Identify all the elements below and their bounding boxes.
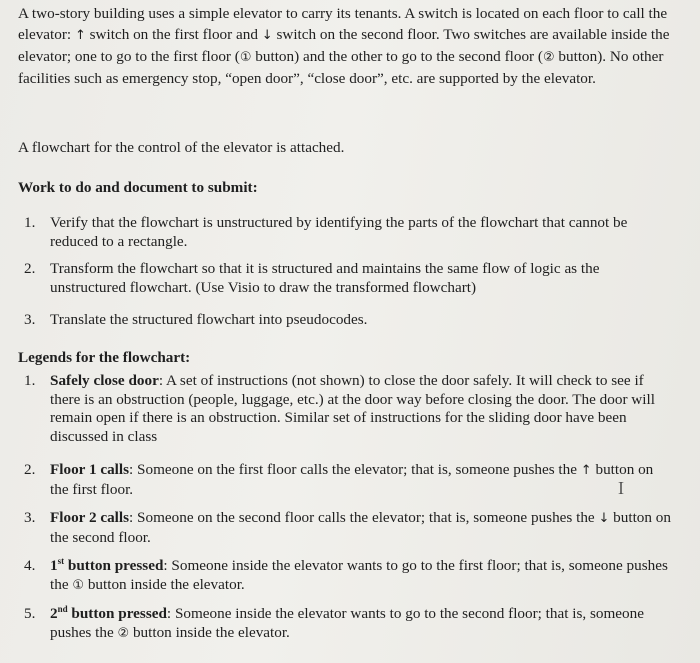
floor-two-button-icon: ② — [117, 625, 130, 641]
intro-text-5: button). No other facilities such as emergency stop, “open door”, “close door”, etc. are supported by the elevator. — [18, 48, 664, 87]
intro-text-1: A two-story building uses a simple elevator to carry its tenants. A switch is located on each floor to call the elevator: — [18, 5, 668, 43]
floor-two-button-icon: ② — [542, 50, 555, 65]
intro-paragraph — [18, 3, 682, 89]
intro-text-4: button) and the other to go to the second floor ( — [251, 48, 543, 65]
floor-one-button-icon: ① — [239, 50, 252, 65]
work-heading: Work to do and document to submit: — [18, 179, 258, 196]
up-arrow-icon: ↑ — [580, 463, 592, 478]
text-cursor-icon: Ｉ — [613, 479, 630, 498]
up-arrow-icon: ↑ — [74, 28, 86, 43]
intro-text-2: switch on the first floor and — [85, 26, 262, 43]
floor-one-button-icon: ① — [72, 577, 85, 593]
down-arrow-icon: ↓ — [261, 28, 273, 43]
down-arrow-icon: ↓ — [598, 511, 610, 526]
intro-text-3: switch on the second floor. Two switches are available inside the elevator; one to go to the first floor ( — [18, 26, 670, 65]
legend-heading: Legends for the flowchart: — [18, 349, 191, 366]
document-page: A two-story building uses a simple elevator to carry its tenants. A switch is located on each floor to call the elevator: ↑ switch on the first floor and ↓ switch on the second floor. Two switches are available inside the elevator; one to go to the first floor (① button) and the other to go to the second floor (② button). No other facilities such as emergency stop, “open door”, “close door”, etc. are supported by the elevator. A flowchart for the control of the elevator is attached. Work to do and document to submit: 1. Verify that the flowchart is unstructured by identifying the parts of the flowchart that cannot be reduced to a rectangle. 2. Transform the flowchart so that it is structured and maintains the same flow of logic as the unstructured flowchart. (Use Visio to draw the transformed flowchart) 3. Translate the structured flowchart into pseudocodes. Legends for the flowchart: 1. Safely close door: A set of instructions (not shown) to close the door safely. It will check to see if there is an obstruction (people, luggage, etc.) at the door way before closing the door. The door will remain open if there is an obstruction. Similar set of instructions for the sliding door have been discussed in class 2. Floor 1 calls: Someone on the first floor calls the elevator; that is, someone pushes the ↑ button on the first floor. 3. Floor 2 calls: Someone on the second floor calls the elevator; that is, someone pushes the ↓ button on the second floor. 4. 1st button pressed: Someone inside the elevator wants to go to the first floor; that is, someone pushes the ① button inside the elevator. 5. 2nd button pressed: Someone inside the elevator wants to go to the second floor; that is, someone pushes the ② button inside the elevator. Ｉ — [0, 0, 700, 663]
flowchart-note: A flowchart for the control of the elevator is attached. — [18, 139, 345, 156]
